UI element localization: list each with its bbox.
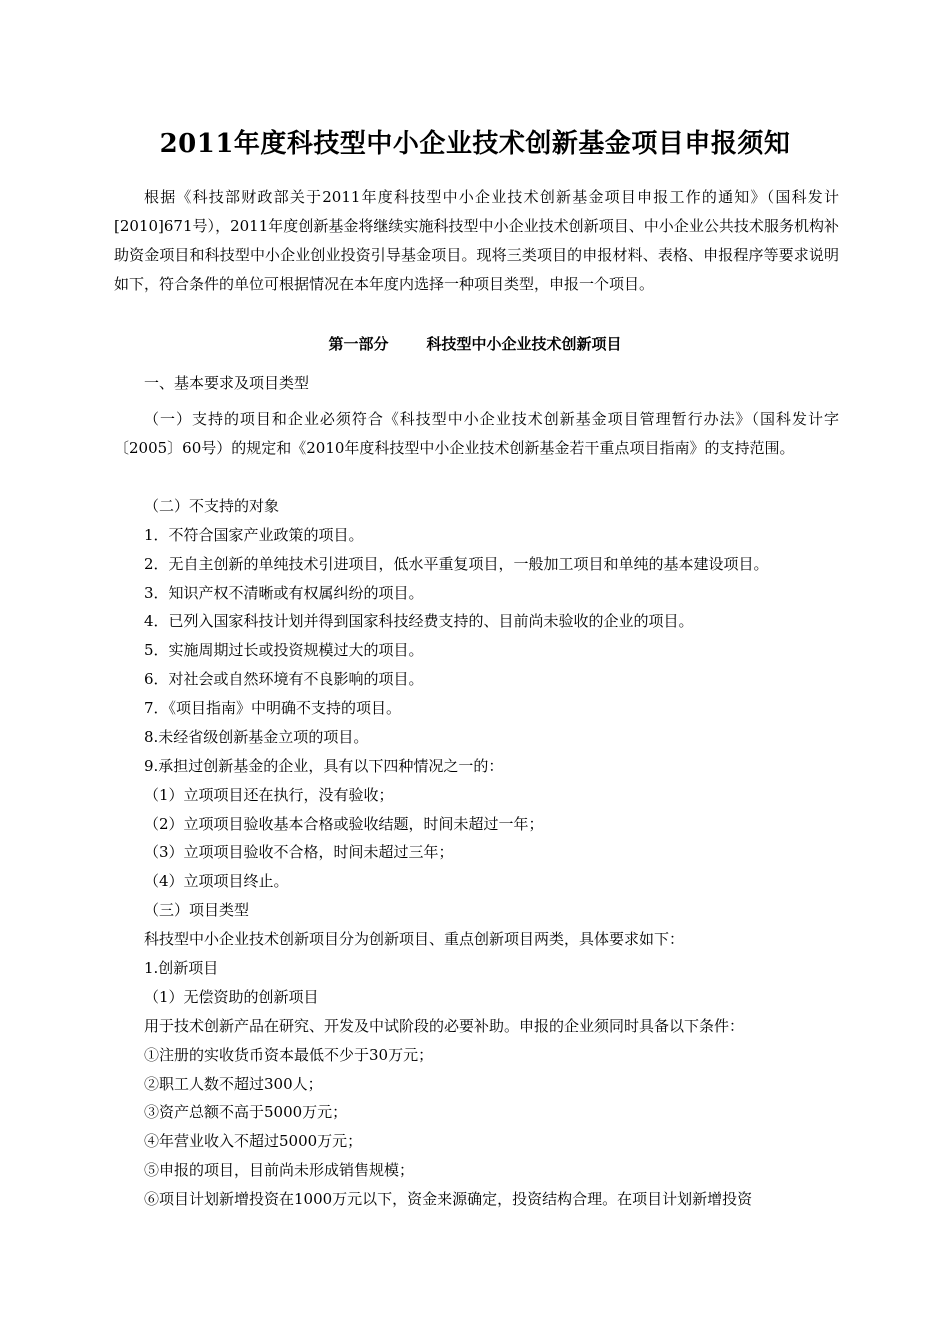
list-item: 7．《项目指南》中明确不支持的项目。 (144, 699, 402, 717)
list-item: 1．不符合国家产业政策的项目。 (144, 526, 364, 544)
not-supported-heading: （二）不支持的对象 (144, 497, 280, 515)
supported-paragraph: （一）支持的项目和企业必须符合《科技型中小企业技术创新基金项目管理暂行办法》（国科发计字〔2005〕60号）的规定和《2010年度科技型中小企业技术创新基金若干重点项目指南》的支持范围。 (114, 410, 839, 457)
grant-project-heading: （1）无偿资助的创新项目 (144, 988, 319, 1006)
case-item: （2）立项项目验收基本合格或验收结题，时间未超过一年； (144, 815, 544, 833)
part-heading-label: 第一部分 (328, 335, 389, 353)
list-item: 6．对社会或自然环境有不良影响的项目。 (144, 670, 424, 688)
part-heading (0, 330, 950, 359)
condition-item: ③资产总额不高于5000万元； (144, 1103, 348, 1121)
grant-project-description: 用于技术创新产品在研究、开发及中试阶段的必要补助。申报的企业须同时具备以下条件： (144, 1017, 745, 1035)
document-title: 2011年度科技型中小企业技术创新基金项目申报须知 (159, 129, 791, 159)
list-item: 4．已列入国家科技计划并得到国家科技经费支持的、目前尚未验收的企业的项目。 (144, 612, 694, 630)
project-types-heading: （三）项目类型 (144, 901, 250, 919)
project-types-intro: 科技型中小企业技术创新项目分为创新项目、重点创新项目两类，具体要求如下： (144, 930, 685, 948)
condition-item: ①注册的实收货币资本最低不少于30万元； (144, 1046, 434, 1064)
part-heading-title: 科技型中小企业技术创新项目 (426, 335, 622, 353)
condition-item: ⑥项目计划新增投资在1000万元以下，资金来源确定，投资结构合理。在项目计划新增投资 (144, 1190, 753, 1208)
case-item: （3）立项项目验收不合格，时间未超过三年； (144, 843, 454, 861)
condition-item: ④年营业收入不超过5000万元； (144, 1132, 363, 1150)
case-item: （1）立项项目还在执行，没有验收； (144, 786, 394, 804)
list-item: 2．无自主创新的单纯技术引进项目，低水平重复项目，一般加工项目和单纯的基本建设项目。 (144, 555, 769, 573)
list-item: 9.承担过创新基金的企业，具有以下四种情况之一的： (144, 757, 504, 775)
list-item: 5．实施周期过长或投资规模过大的项目。 (144, 641, 424, 659)
list-item: 8.未经省级创新基金立项的项目。 (144, 728, 369, 746)
condition-item: ⑤申报的项目，目前尚未形成销售规模； (144, 1161, 415, 1179)
innovation-project-heading: 1.创新项目 (144, 959, 219, 977)
list-item: 3．知识产权不清晰或有权属纠纷的项目。 (144, 584, 424, 602)
condition-item: ②职工人数不超过300人； (144, 1075, 323, 1093)
case-item: （4）立项项目终止。 (144, 872, 289, 890)
section-heading: 一、基本要求及项目类型 (144, 374, 310, 392)
intro-paragraph: 根据《科技部财政部关于2011年度科技型中小企业技术创新基金项目申报工作的通知》（国科发计[2010]671号），2011年度创新基金将继续实施科技型中小企业技术创新项目、中小企业公共技术服务机构补助资金项目和科技型中小企业创业投资引导基金项目。现将三类项目的申报材料、表格、申报程序等要求说明如下，符合条件的单位可根据情况在本年度内选择一种项目类型，申报一个项目。 (114, 188, 839, 293)
